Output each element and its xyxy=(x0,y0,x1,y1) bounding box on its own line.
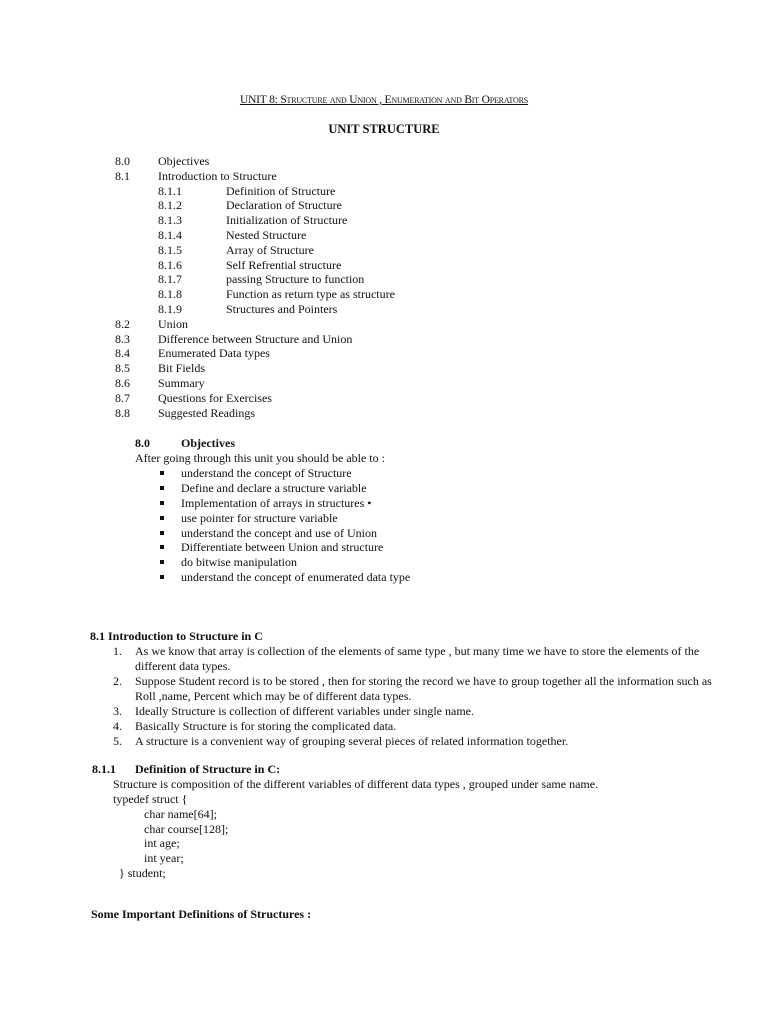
toc-title: Initialization of Structure xyxy=(226,213,348,228)
square-bullet-icon xyxy=(160,531,164,535)
toc-row xyxy=(0,272,768,287)
toc-row xyxy=(0,332,768,347)
toc-row xyxy=(0,376,768,391)
toc-row xyxy=(0,213,768,228)
toc-row xyxy=(0,154,768,169)
toc-title: Summary xyxy=(158,375,205,390)
list-number: 3. xyxy=(113,704,122,718)
code-line: } student; xyxy=(119,865,166,880)
intro-list-item xyxy=(90,734,720,749)
toc-number: 8.1 xyxy=(115,168,130,183)
objective-text: do bitwise manipulation xyxy=(181,555,297,570)
intro-list-item xyxy=(90,674,720,704)
code-line: char name[64]; xyxy=(144,806,217,821)
square-bullet-icon xyxy=(160,501,164,505)
toc-number: 8.0 xyxy=(115,154,130,168)
section-8-1-1-title: Definition of Structure in C: xyxy=(135,762,281,776)
toc-title: Bit Fields xyxy=(158,361,206,376)
toc-title: Array of Structure xyxy=(226,242,314,257)
objectives-number: 8.0 xyxy=(135,436,150,450)
toc-title: Nested Structure xyxy=(226,227,307,242)
section-8-1-list xyxy=(90,644,720,749)
objective-text: Differentiate between Union and structure xyxy=(181,540,384,555)
list-number: 5. xyxy=(113,734,122,748)
toc-number: 8.3 xyxy=(115,331,130,346)
section-8-1-heading: 8.1 Introduction to Structure in C xyxy=(90,629,263,643)
toc-row xyxy=(0,317,768,332)
list-number: 4. xyxy=(113,719,122,733)
objectives-list xyxy=(135,466,435,585)
objective-item xyxy=(135,466,435,481)
toc-title: Objectives xyxy=(158,154,210,168)
objectives-intro: After going through this unit you should be able to : xyxy=(135,451,385,465)
list-text: Basically Structure is for storing the complicated data. xyxy=(135,719,397,733)
toc-number: 8.1.5 xyxy=(158,242,182,257)
toc-title: Union xyxy=(158,316,188,331)
objective-item xyxy=(135,540,435,555)
code-block xyxy=(113,792,722,881)
objective-text: use pointer for structure variable xyxy=(181,510,338,525)
intro-list-item xyxy=(90,704,720,719)
toc-number: 8.1.6 xyxy=(158,257,182,272)
toc-title: Structures and Pointers xyxy=(226,301,338,316)
code-line: char course[128]; xyxy=(144,821,229,836)
objective-item xyxy=(135,511,435,526)
objectives-section xyxy=(135,436,435,585)
toc-title: Definition of Structure xyxy=(226,183,336,198)
toc-title: Difference between Structure and Union xyxy=(158,331,353,346)
square-bullet-icon xyxy=(160,486,164,490)
intro-list-item xyxy=(90,719,720,734)
square-bullet-icon xyxy=(160,471,164,475)
objective-item xyxy=(135,570,435,585)
toc-number: 8.7 xyxy=(115,390,130,405)
list-number: 2. xyxy=(113,674,122,688)
toc-row xyxy=(0,243,768,258)
objectives-heading xyxy=(135,436,435,451)
toc-title: Function as return type as structure xyxy=(226,287,395,302)
code-line: int year; xyxy=(144,851,184,866)
toc-row xyxy=(0,258,768,273)
toc-title: Suggested Readings xyxy=(158,405,255,420)
toc-row xyxy=(0,198,768,213)
code-line: int age; xyxy=(144,836,180,851)
objective-text: understand the concept of enumerated data type xyxy=(181,570,411,585)
toc-title: Questions for Exercises xyxy=(158,390,272,405)
toc-number: 8.4 xyxy=(115,346,130,361)
list-number: 1. xyxy=(113,644,122,658)
unit-structure-heading: UNIT STRUCTURE xyxy=(328,122,440,136)
toc-number: 8.5 xyxy=(115,361,130,376)
objective-item xyxy=(135,526,435,541)
toc-number: 8.1.3 xyxy=(158,213,182,228)
toc-title: Self Refrential structure xyxy=(226,257,342,272)
toc-number: 8.1.8 xyxy=(158,287,182,302)
square-bullet-icon xyxy=(160,575,164,579)
section-8-1-1-body: Structure is composition of the different variables of different data types , grouped under same name. xyxy=(113,777,599,791)
square-bullet-icon xyxy=(160,516,164,520)
toc-number: 8.1.7 xyxy=(158,272,182,287)
objective-item xyxy=(135,496,435,511)
toc-row xyxy=(0,406,768,421)
unit-title: UNIT 8: Structure and Union , Enumeration and Bit Operators xyxy=(239,94,529,106)
objective-text: Implementation of arrays in structures • xyxy=(181,495,372,510)
list-text: A structure is a convenient way of grouping several pieces of related information together. xyxy=(135,734,569,748)
intro-list-item xyxy=(90,644,720,674)
toc-number: 8.1.4 xyxy=(158,227,182,242)
toc-row xyxy=(0,302,768,317)
toc-row xyxy=(0,361,768,376)
toc-title: Declaration of Structure xyxy=(226,198,342,213)
toc-number: 8.1.1 xyxy=(158,183,182,198)
toc-number: 8.1.2 xyxy=(158,198,182,213)
toc-title: Introduction to Structure xyxy=(158,168,277,183)
section-8-1-1-number: 8.1.1 xyxy=(92,762,116,776)
code-line: typedef struct { xyxy=(113,792,188,806)
table-of-contents xyxy=(0,154,768,420)
objectives-title: Objectives xyxy=(181,436,235,450)
toc-number: 8.8 xyxy=(115,405,130,420)
definitions-heading: Some Important Definitions of Structures : xyxy=(91,907,312,921)
toc-number: 8.2 xyxy=(115,316,130,331)
list-text: Ideally Structure is collection of different variables under single name. xyxy=(135,704,474,718)
toc-title: passing Structure to function xyxy=(226,272,365,287)
section-8-1-1 xyxy=(92,762,722,881)
toc-number: 8.1.9 xyxy=(158,301,182,316)
square-bullet-icon xyxy=(160,545,164,549)
section-8-1-1-heading xyxy=(92,762,722,777)
objective-item xyxy=(135,555,435,570)
toc-row xyxy=(0,169,768,184)
list-text: As we know that array is collection of the elements of same type , but many time we have to store the elements of the different data types. xyxy=(135,644,700,673)
square-bullet-icon xyxy=(160,560,164,564)
toc-row xyxy=(0,184,768,199)
toc-row xyxy=(0,228,768,243)
toc-row xyxy=(0,287,768,302)
section-8-1 xyxy=(90,629,720,749)
toc-number: 8.6 xyxy=(115,375,130,390)
objective-text: Define and declare a structure variable xyxy=(181,480,367,495)
objective-item xyxy=(135,481,435,496)
toc-row xyxy=(0,391,768,406)
toc-title: Enumerated Data types xyxy=(158,346,270,361)
list-text: Suppose Student record is to be stored , then for storing the record we have to group together all the information such as Roll ,name, Percent which may be of different data types. xyxy=(135,674,712,703)
toc-row xyxy=(0,346,768,361)
objective-text: understand the concept and use of Union xyxy=(181,525,377,540)
objective-text: understand the concept of Structure xyxy=(181,466,352,480)
